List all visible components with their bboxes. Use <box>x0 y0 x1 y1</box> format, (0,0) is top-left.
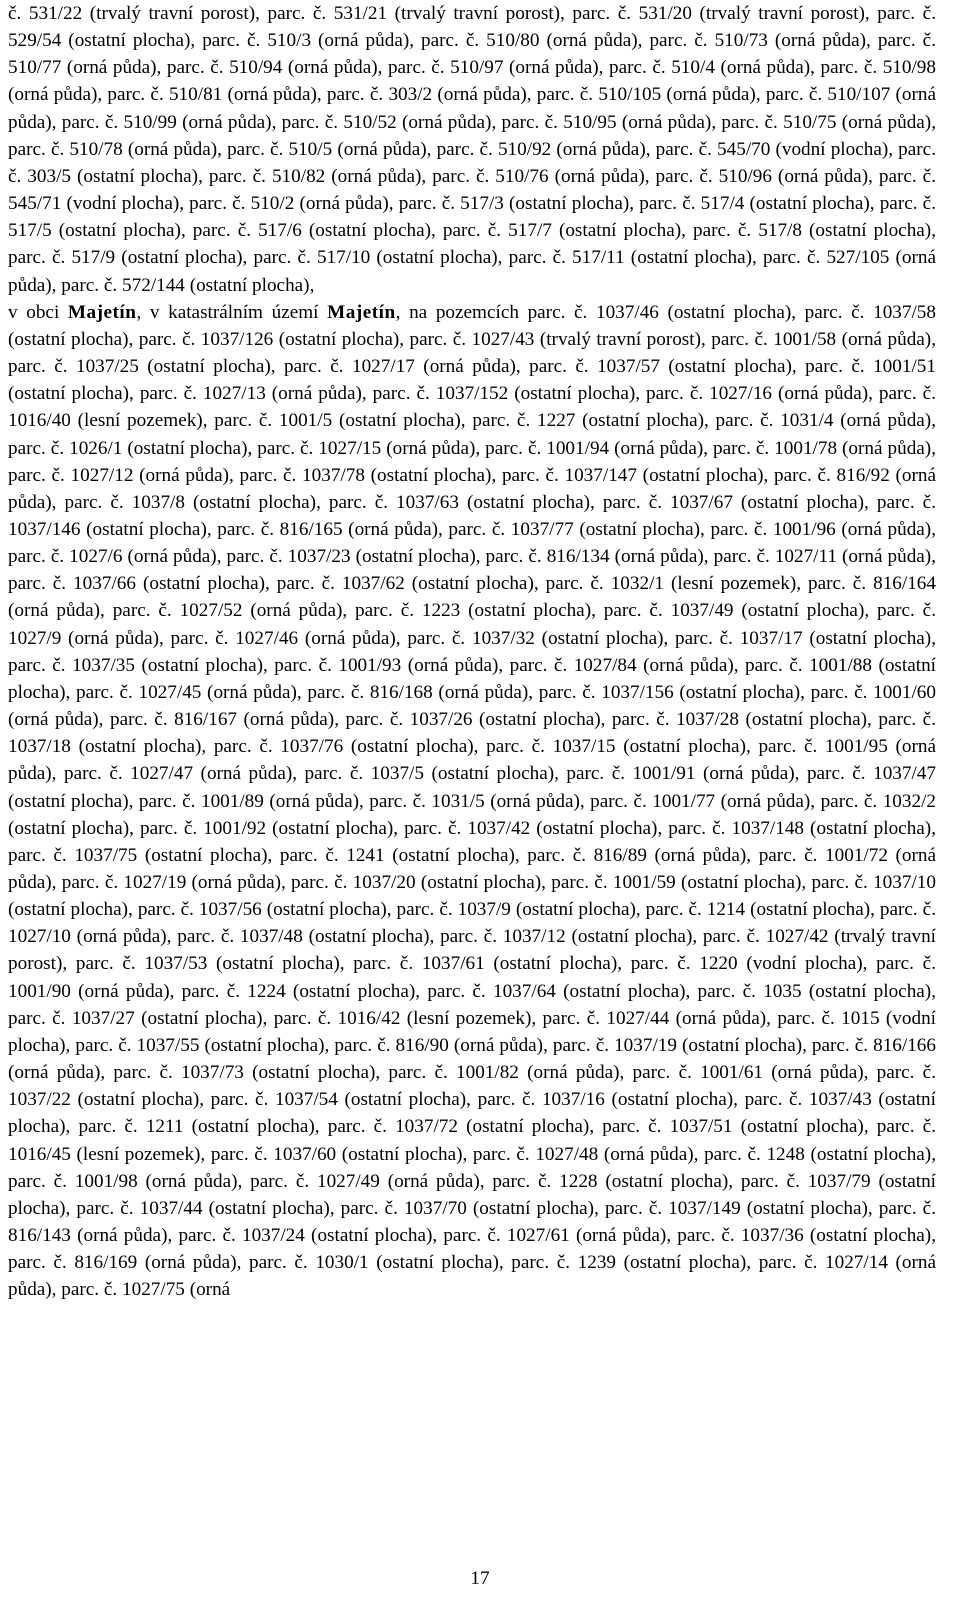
intro-text-2: , v katastrálním území <box>136 301 328 323</box>
intro-text: v obci <box>8 301 68 323</box>
parcel-list-body: , na pozemcích parc. č. 1037/46 (ostatní plocha), parc. č. 1037/58 (ostatní plocha), parc. č. 1037/126 (ostatní plocha), parc. č. 1027/43 (trvalý travní porost), parc. č. 1001/58 (orná půda), parc. č. 1037/25 (ostatní plocha), parc. č. 1027/17 (orná půda), parc. č. 1037/57 (ostatní plocha), parc. č. 1001/51 (ostatní plocha), parc. č. 1027/13 (orná půda), parc. č. 1037/152 (ostatní plocha), parc. č. 1027/16 (orná půda), parc. č. 1016/40 (lesní pozemek), parc. č. 1001/5 (ostatní plocha), parc. č. 1227 (ostatní plocha), parc. č. 1031/4 (orná půda), parc. č. 1026/1 (ostatní plocha), parc. č. 1027/15 (orná půda), parc. č. 1001/94 (orná půda), parc. č. 1001/78 (orná půda), parc. č. 1027/12 (orná půda), parc. č. 1037/78 (ostatní plocha), parc. č. 1037/147 (ostatní plocha), parc. č. 816/92 (orná půda), parc. č. 1037/8 (ostatní plocha), parc. č. 1037/63 (ostatní plocha), parc. č. 1037/67 (ostatní plocha), parc. č. 1037/146 (ostatní plocha), parc. č. 816/165 (orná půda), parc. č. 1037/77 (ostatní plocha), parc. č. 1001/96 (orná půda), parc. č. 1027/6 (orná půda), parc. č. 1037/23 (ostatní plocha), parc. č. 816/134 (orná půda), parc. č. 1027/11 (orná půda), parc. č. 1037/66 (ostatní plocha), parc. č. 1037/62 (ostatní plocha), parc. č. 1032/1 (lesní pozemek), parc. č. 816/164 (orná půda), parc. č. 1027/52 (orná půda), parc. č. 1223 (ostatní plocha), parc. č. 1037/49 (ostatní plocha), parc. č. 1027/9 (orná půda), parc. č. 1027/46 (orná půda), parc. č. 1037/32 (ostatní plocha), parc. č. 1037/17 (ostatní plocha), parc. č. 1037/35 (ostatní plocha), parc. č. 1001/93 (orná půda), parc. č. 1027/84 (orná půda), parc. č. 1001/88 (ostatní plocha), parc. č. 1027/45 (orná půda), parc. č. 816/168 (orná půda), parc. č. 1037/156 (ostatní plocha), parc. č. 1001/60 (orná půda), parc. č. 816/167 (orná půda), parc. č. 1037/26 (ostatní plocha), parc. č. 1037/28 (ostatní plocha), parc. č. 1037/18 (ostatní plocha), parc. č. 1037/76 (ostatní plocha), parc. č. 1037/15 (ostatní plocha), parc. č. 1001/95 (orná půda), parc. č. 1027/47 (orná půda), parc. č. 1037/5 (ostatní plocha), parc. č. 1001/91 (orná půda), parc. č. 1037/47 (ostatní plocha), parc. č. 1001/89 (orná půda), parc. č. 1031/5 (orná půda), parc. č. 1001/77 (orná půda), parc. č. 1032/2 (ostatní plocha), parc. č. 1001/92 (ostatní plocha), parc. č. 1037/42 (ostatní plocha), parc. č. 1037/148 (ostatní plocha), parc. č. 1037/75 (ostatní plocha), parc. č. 1241 (ostatní plocha), parc. č. 816/89 (orná půda), parc. č. 1001/72 (orná půda), parc. č. 1027/19 (orná půda), parc. č. 1037/20 (ostatní plocha), parc. č. 1001/59 (ostatní plocha), parc. č. 1037/10 (ostatní plocha), parc. č. 1037/56 (ostatní plocha), parc. č. 1037/9 (ostatní plocha), parc. č. 1214 (ostatní plocha), parc. č. 1027/10 (orná půda), parc. č. 1037/48 (ostatní plocha), parc. č. 1037/12 (ostatní plocha), parc. č. 1027/42 (trvalý travní porost), parc. č. 1037/53 (ostatní plocha), parc. č. 1037/61 (ostatní plocha), parc. č. 1220 (vodní plocha), parc. č. 1001/90 (orná půda), parc. č. 1224 (ostatní plocha), parc. č. 1037/64 (ostatní plocha), parc. č. 1035 (ostatní plocha), parc. č. 1037/27 (ostatní plocha), parc. č. 1016/42 (lesní pozemek), parc. č. 1027/44 (orná půda), parc. č. 1015 (vodní plocha), parc. č. 1037/55 (ostatní plocha), parc. č. 816/90 (orná půda), parc. č. 1037/19 (ostatní plocha), parc. č. 816/166 (orná půda), parc. č. 1037/73 (ostatní plocha), parc. č. 1001/82 (orná půda), parc. č. 1001/61 (orná půda), parc. č. 1037/22 (ostatní plocha), parc. č. 1037/54 (ostatní plocha), parc. č. 1037/16 (ostatní plocha), parc. č. 1037/43 (ostatní plocha), parc. č. 1211 (ostatní plocha), parc. č. 1037/72 (ostatní plocha), parc. č. 1037/51 (ostatní plocha), parc. č. 1016/45 (lesní pozemek), parc. č. 1037/60 (ostatní plocha), parc. č. 1027/48 (orná půda), parc. č. 1248 (ostatní plocha), parc. č. 1001/98 (orná půda), parc. č. 1027/49 (orná půda), parc. č. 1228 (ostatní plocha), parc. č. 1037/79 (ostatní plocha), parc. č. 1037/44 (ostatní plocha), parc. č. 1037/70 (ostatní plocha), parc. č. 1037/149 (ostatní plocha), parc. č. 816/143 (orná půda), parc. č. 1037/24 (ostatní plocha), parc. č. 1027/61 (orná půda), parc. č. 1037/36 (ostatní plocha), parc. č. 816/169 (orná půda), parc. č. 1030/1 (ostatní plocha), parc. č. 1239 (ostatní plocha), parc. č. 1027/14 (orná půda), parc. č. 1027/75 (orná <box>8 301 936 1301</box>
municipality-name: Majetín <box>67 301 137 323</box>
majetin-parcel-paragraph <box>8 299 936 1304</box>
page-number: 17 <box>470 1568 490 1589</box>
document-body <box>8 0 936 1304</box>
parcel-list-paragraph: č. 531/22 (trvalý travní porost), parc. č. 531/21 (trvalý travní porost), parc. č. 531/20 (trvalý travní porost), parc. č. 529/54 (ostatní plocha), parc. č. 510/3 (orná půda), parc. č. 510/80 (orná půda), parc. č. 510/73 (orná půda), parc. č. 510/77 (orná půda), parc. č. 510/94 (orná půda), parc. č. 510/97 (orná půda), parc. č. 510/4 (orná půda), parc. č. 510/98 (orná půda), parc. č. 510/81 (orná půda), parc. č. 303/2 (orná půda), parc. č. 510/105 (orná půda), parc. č. 510/107 (orná půda), parc. č. 510/99 (orná půda), parc. č. 510/52 (orná půda), parc. č. 510/95 (orná půda), parc. č. 510/75 (orná půda), parc. č. 510/78 (orná půda), parc. č. 510/5 (orná půda), parc. č. 510/92 (orná půda), parc. č. 545/70 (vodní plocha), parc. č. 303/5 (ostatní plocha), parc. č. 510/82 (orná půda), parc. č. 510/76 (orná půda), parc. č. 510/96 (orná půda), parc. č. 545/71 (vodní plocha), parc. č. 510/2 (orná půda), parc. č. 517/3 (ostatní plocha), parc. č. 517/4 (ostatní plocha), parc. č. 517/5 (ostatní plocha), parc. č. 517/6 (ostatní plocha), parc. č. 517/7 (ostatní plocha), parc. č. 517/8 (ostatní plocha), parc. č. 517/9 (ostatní plocha), parc. č. 517/10 (ostatní plocha), parc. č. 517/11 (ostatní plocha), parc. č. 527/105 (orná půda), parc. č. 572/144 (ostatní plocha), <box>8 3 936 296</box>
cadastral-area-name: Majetín <box>327 301 396 323</box>
